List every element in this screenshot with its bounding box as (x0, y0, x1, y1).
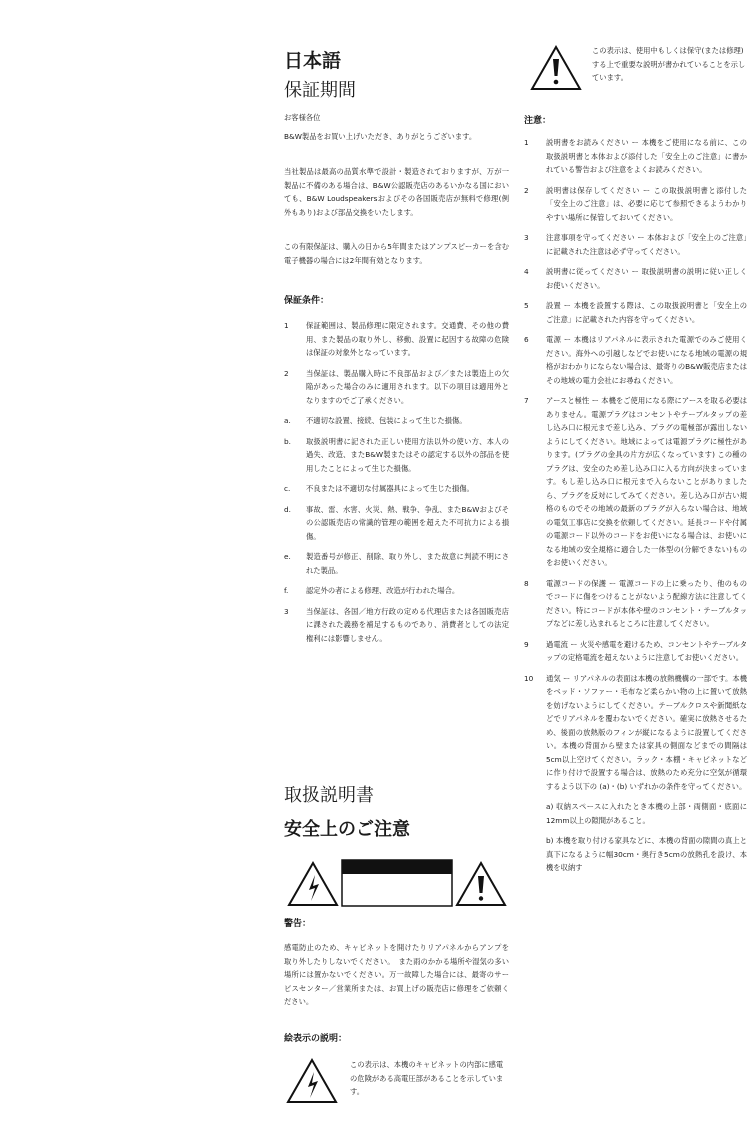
list-item (524, 577, 747, 631)
quality-paragraph: 当社製品は最高の品質水準で設計・製造されておりますが、万が一製品に不備のある場合は、B&W公認販売店のあるいかなる国においても、B&W Loudspeakersおよびその各国販売店が無料で修理(例外もあり)および部品交換をいたします。 (284, 167, 509, 217)
item-number: 2 (284, 368, 289, 378)
item-number: 3 (284, 606, 289, 616)
item-number: 5 (524, 301, 529, 310)
item-text: 事故、雷、水害、火災、熱、戦争、争乱、またB&Wおよびその公認販売店の常識的管理の範囲を超えた不可抗力による損傷。 (306, 504, 509, 541)
warranty-title: 保証期間 (284, 80, 356, 101)
item-number: 2 (524, 185, 529, 195)
item-text: 注意事項を守ってください ー 本体および「安全上のご注意」に記載された注意は必ず守ってください。 (546, 233, 747, 256)
list-item (524, 394, 747, 570)
list-item (284, 503, 509, 544)
item-number: 6 (524, 335, 529, 344)
item-number: d. (284, 504, 291, 514)
item-text: 過電流 ー 火災や感電を避けるため、コンセントやテーブルタップの定格電流を超えないように注意してお使いください。 (546, 639, 747, 662)
list-item (284, 584, 509, 598)
item-text: 不適切な設置、接続、包装によって生じた損傷。 (306, 416, 467, 425)
shock-hazard-icon (286, 1058, 338, 1104)
shock-hazard-icon (289, 863, 337, 905)
item-text: 保証範囲は、製品修理に限定されます。交通費、その他の費用、また製品の取り外し、移動、設置に起因する故障の危険は保証の対象外となっています。 (306, 321, 509, 357)
item-number: 8 (524, 578, 529, 588)
limited-warranty-paragraph: この有限保証は、購入の日から5年間またはアンプスピーカーを含む電子機器の場合には2年間有効となります。 (284, 242, 509, 265)
symbols-heading: 絵表示の説明： (284, 1034, 348, 1044)
conditions-list (284, 319, 509, 645)
language-title: 日本語 (284, 50, 342, 72)
list-item (524, 299, 747, 326)
list-item (524, 231, 747, 258)
list-item (284, 414, 509, 428)
list-item (524, 136, 747, 177)
caution-label-graphic (286, 858, 508, 910)
item-number: 9 (524, 639, 529, 649)
item-text: 不良または不適切な付属器具によって生じた損傷。 (306, 484, 474, 493)
item-number: 7 (524, 396, 529, 405)
list-item (284, 482, 509, 496)
list-item (524, 265, 747, 292)
list-item (284, 319, 509, 360)
list-item (284, 435, 509, 476)
item-number: 1 (524, 138, 529, 147)
warning-heading: 警告： (284, 919, 312, 929)
item-number: f. (284, 586, 289, 595)
caution-symbol-description: この表示は、使用中もしくは保守(または修理)する上で重要な説明が書かれていることを示しています。 (592, 46, 746, 82)
safety-title: 安全上のご注意 (284, 819, 410, 840)
item-number: c. (284, 484, 291, 493)
salutation: お客様各位 (284, 113, 321, 122)
item-text: 電源 ー 本機はリアパネルに表示された電源でのみご使用ください。海外への引越しなどでお使いになる地域の電源の規格がおわかりにならない場合は、最寄りのB&W販売店またはその地域の電力会社にお尋ねください。 (546, 335, 747, 385)
list-item (284, 550, 509, 577)
item-text: 当保証は、製品購入時に不良部品および／または製造上の欠陥があった場合のみに適用されます。以下の項目は適用外となりますのでご了承ください。 (306, 368, 509, 405)
exclamation-warning-icon (530, 45, 582, 91)
warning-paragraph: 感電防止のため、キャビネットを開けたりリアパネルからアンプを取り外したりしないでください。 また雨のかかる場所や湿気の多い場所には置かないでください。万一故障した場合には、最寄のサービスセンター／営業所または、お買上げの販売店に修理をご依頼ください。 (284, 943, 509, 1006)
item-number: 3 (524, 233, 529, 242)
item-text: 通気 ー リアパネルの表面は本機の放熱機構の一部です。本機をベッド・ソファー・毛布など柔らかい物の上に置いて放熱を妨げないようにしてください。テーブルクロスや新聞紙などでリアパネルを覆わないでください。確実に放熱させるため、後面の放熱版のフィンが縦になるように設置してください。本機の背面から壁または家具の側面などまでの間隔は5cm以上空けてください。ラック・本棚・キャビネットなどに作り付けで設置する場合は、放熱のため充分に空気が循環するよう以下の (a)・(b) いずれかの条件を守ってください。 (546, 673, 747, 791)
list-item (524, 638, 747, 665)
list-item (524, 333, 747, 387)
list-item (524, 184, 747, 225)
item-text: 当保証は、各国／地方行政の定める代理店または各国販売店に課された義務を補足するものであり、消費者としての法定権利には影響しません。 (306, 606, 509, 643)
exclamation-warning-icon (457, 863, 505, 905)
conditions-heading: 保証条件： (284, 296, 330, 306)
item-text: 取扱説明書に記された正しい使用方法以外の使い方、本人の過失、改造、またB&W製またはその認定する以外の部品を使用したことによって生じた損傷。 (306, 436, 509, 473)
item-number: e. (284, 552, 291, 561)
item-text: 説明書は保存してください ー この取扱説明書と添付した「安全上のご注意」は、必要に応じて参照できるようわかりやすい場所に保管しておいてください。 (546, 185, 747, 222)
sub-item-b (524, 834, 747, 875)
item-text: 電源コードの保護 ー 電源コードの上に乗ったり、他のものでコードに傷をつけることがないよう配線方法に注意してください。特にコードが本体や壁のコンセント・テーブルタップなどに差し込まれるところに注意してください。 (546, 578, 747, 628)
item-text: アースと極性 ー 本機をご使用になる際にアースを取る必要はありません。電源プラグはコンセントやテーブルタップの差し込み口に根元まで差し込み、プラグの電極部が露出しないようにしてください。地域によっては電源プラグに極性があります。(プラグの金具の片方が広くなっています) この種のプラグは、安全のため差し込み口に入る方向が決まっています。もし差し込み口に根元まで入らないことがありましたら、プラグを反対にしてみてください。差し込み口が古い規格のものでその地域の最新のプラグが入らない場合は、地域の電気工事店に交換を依頼してください。延長コードや付属の電源コード以外のコードをお使いになる場合は、お使いになる地域の安全規格に適合した一体型の(分解できない)ものをお使いください。 (546, 396, 747, 567)
item-number: b. (284, 436, 291, 446)
item-number: 4 (524, 267, 529, 276)
sub-item-a (524, 800, 747, 827)
shock-symbol-description: この表示は、本機のキャビネットの内部に感電の危険がある高電圧部があることを示しています。 (350, 1060, 504, 1096)
notes-list (524, 136, 747, 875)
manual-title: 取扱説明書 (284, 785, 374, 806)
notes-heading: 注意： (524, 116, 552, 126)
item-text: 認定外の者による修理、改造が行われた場合。 (306, 586, 460, 595)
item-number: 1 (284, 321, 289, 330)
list-item (284, 367, 509, 408)
item-text: 設置 ー 本機を設置する際は、この取扱説明書と「安全上のご注意」に記載された内容を守ってください。 (546, 301, 747, 324)
item-text: b) 本機を取り付ける家具などに、本機の背面の隙間の真上と真下になるように幅30cm・奥行き5cmの放熱孔を設け、本機を収納す (546, 836, 747, 872)
item-number: 10 (524, 673, 534, 683)
item-text: 説明書に従ってください ー 取扱説明書の説明に従い正しくお使いください。 (546, 267, 747, 290)
list-item (524, 672, 747, 794)
item-text: 製造番号が修正、削除、取り外し、また故意に判読不明にされた製品。 (306, 552, 509, 575)
intro-paragraph: B&W製品をお買い上げいただき、ありがとうございます。 (284, 132, 477, 141)
item-number: a. (284, 416, 291, 425)
item-text: 説明書をお読みください ー 本機をご使用になる前に、この取扱説明書と本体および添付した「安全上のご注意」に書かれている警告および注意をよくお読みください。 (546, 138, 747, 174)
list-item (284, 605, 509, 646)
item-text: a) 収納スペースに入れたとき本機の上部・両側面・底面に12mm以上の隙間があること。 (546, 802, 747, 825)
